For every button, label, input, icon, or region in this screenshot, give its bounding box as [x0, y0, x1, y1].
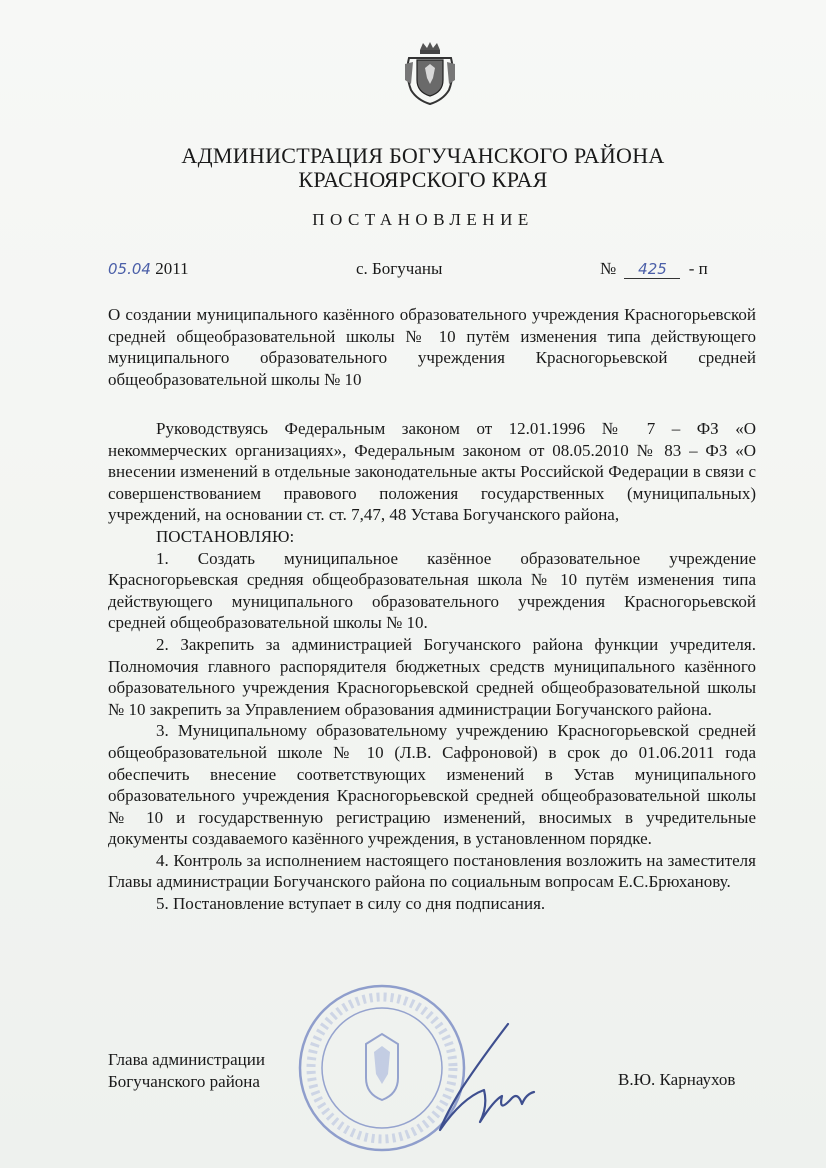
- organization-name-line1: АДМИНИСТРАЦИЯ БОГУЧАНСКОГО РАЙОНА: [181, 143, 665, 168]
- document-number: [600, 259, 708, 279]
- decree-item-2: 2. Закрепить за администрацией Богучанского района функции учредителя. Полномочия главного распорядителя бюджетных средств муниципального казённого образовательного учреждения Красногорьевской средней общеобразовательной школы № 10 закрепить за Управлением образования администрации Богучанского района.: [108, 634, 756, 719]
- document-date: [108, 259, 189, 279]
- document-place: с. Богучаны: [356, 259, 443, 278]
- signatory-title-line2: Богучанского района: [108, 1072, 260, 1091]
- decree-item-5: 5. Постановление вступает в силу со дня подписания.: [156, 894, 546, 914]
- signatory-name: В.Ю. Карнаухов: [618, 1070, 736, 1089]
- preamble-paragraph: Руководствуясь Федеральным законом от 12.01.1996 № 7 – ФЗ «О некоммерческих организациях», Федеральным законом от 08.05.2010 № 83 – ФЗ «О внесении изменений в отдельные законодательные акты Российской Федерации в связи с совершенствованием правового положения государственных (муниципальных) учреждений, на основании ст. ст. 7,47, 48 Устава Богучанского района,: [108, 419, 756, 525]
- signatory-title-line1: Глава администрации: [108, 1050, 265, 1069]
- number-prefix: №: [600, 259, 617, 278]
- document-body: [108, 418, 756, 915]
- signatory-title: [108, 1049, 265, 1093]
- decree-item-3: 3. Муниципальному образовательному учреждению Красногорьевской средней общеобразовательной школе № 10 (Л.В. Сафроновой) в срок до 01.06.2011 года обеспечить внесение соответствующих изменений в Устав муниципального образовательного учреждения Красногорьевской средней общеобразовательной школы № 10 и государственную регистрацию изменений, вносимых в учредительные документы создаваемого казённого учреждения, в установленном порядке.: [108, 721, 756, 849]
- document-type-heading: ПОСТАНОВЛЕНИЕ: [312, 210, 534, 229]
- document-subject: О создании муниципального казённого образовательного учреждения Красногорьевской средней общеобразовательной школы № 10 путём изменения типа действующего муниципального образовательного учреждения Красногорьевской средней общеобразовательной школы № 10: [108, 305, 756, 389]
- document-year: 2011: [155, 259, 189, 278]
- decree-word: ПОСТАНОВЛЯЮ:: [156, 526, 295, 546]
- number-suffix: - п: [688, 259, 708, 278]
- handwritten-signature-icon: [422, 1018, 552, 1138]
- handwritten-date: 05.04: [108, 260, 151, 278]
- organization-name-line2: КРАСНОЯРСКОГО КРАЯ: [298, 167, 548, 192]
- decree-item-1: 1. Создать муниципальное казённое образовательное учреждение Красногорьевская средняя общеобразовательная школа № 10 путём изменения типа действующего муниципального образовательного учреждения Красногорьевской средней общеобразовательной школы № 10.: [108, 548, 756, 633]
- handwritten-number: 425: [624, 260, 680, 279]
- decree-item-4: 4. Контроль за исполнением настоящего постановления возложить на заместителя Главы администрации Богучанского района по социальным вопросам Е.С.Брюханову.: [108, 850, 756, 892]
- coat-of-arms-icon: [403, 40, 457, 108]
